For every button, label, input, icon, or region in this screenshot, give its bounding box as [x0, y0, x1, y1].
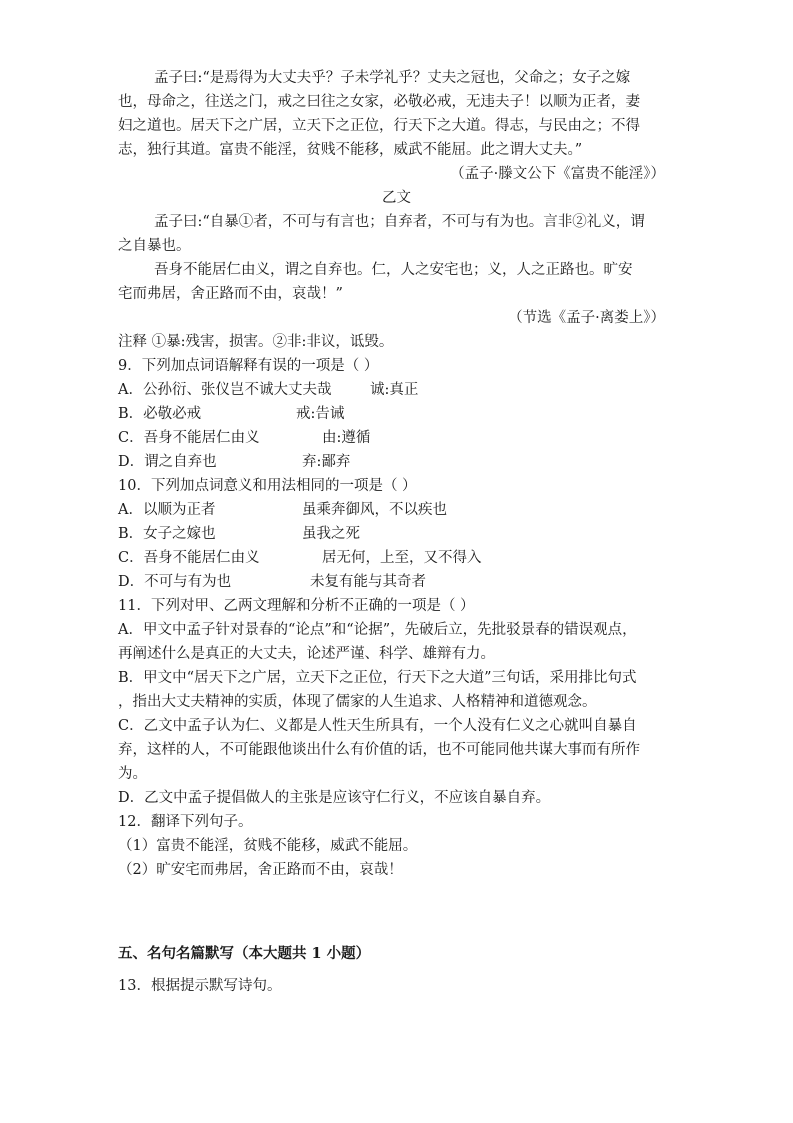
question-12-sentence-1: （1）富贵不能淫，贫贱不能移，威武不能屈。	[118, 838, 418, 854]
question-9-option-c-gloss: 由:遵循	[322, 430, 371, 446]
question-10-option-d: D．不可与有为也	[118, 574, 232, 590]
question-9-option-b-gloss: 戒:告诫	[296, 406, 345, 422]
passage-jia-source: （孟子·滕文公下《富贵不能淫》）	[450, 166, 665, 182]
question-12-stem: 12．翻译下列句子。	[118, 814, 253, 830]
passage-jia-line-4: 志，独行其道。富贵不能淫，贫贱不能移，威武不能屈。此之谓大丈夫。”	[118, 142, 583, 158]
passage-yi-line-2: 之自暴也。	[118, 238, 191, 254]
question-9-option-a: A．公孙衍、张仪岂不诚大丈夫哉	[118, 382, 332, 398]
question-11-option-a-line-2: 再阐述什么是真正的大丈夫，论述严谨、科学、雄辩有力。	[118, 646, 495, 662]
passage-jia-line-1: 孟子曰:“是焉得为大丈夫乎？子未学礼乎？丈夫之冠也，父命之；女子之嫁	[154, 70, 631, 86]
question-9-option-c: C．吾身不能居仁由义	[118, 430, 260, 446]
question-10-option-b: B．女子之嫁也	[118, 526, 216, 542]
question-11-option-b-line-2: ，指出大丈夫精神的实质，体现了儒家的人生追求、人格精神和道德观念。	[118, 694, 597, 710]
notes: 注释 ①暴:残害，损害。②非:非议，诋毁。	[118, 334, 394, 350]
question-9-stem: 9．下列加点词语解释有误的一项是（ ）	[118, 358, 379, 374]
question-9-option-d: D．谓之自弃也	[118, 454, 217, 470]
question-9-option-a-gloss: 诚:真正	[370, 382, 419, 398]
passage-jia-line-3: 妇之道也。居天下之广居，立天下之正位，行天下之大道。得志，与民由之；不得	[118, 118, 640, 134]
question-10-option-b-compare: 虽我之死	[302, 526, 360, 542]
question-12-sentence-2: （2）旷安宅而弗居，舍正路而不由，哀哉！	[118, 862, 403, 878]
question-13-stem: 13．根据提示默写诗句。	[118, 978, 282, 994]
passage-yi-title: 乙文	[382, 190, 411, 206]
question-11-option-b-line-1: B．甲文中“居天下之广居，立天下之正位，行天下之大道”三句话，采用排比句式	[118, 670, 637, 686]
question-10-option-c-compare: 居无何，上至，又不得入	[322, 550, 482, 566]
passage-yi-line-4: 宅而弗居，舍正路而不由，哀哉！”	[118, 286, 343, 302]
question-9-option-b: B．必敬必戒	[118, 406, 202, 422]
question-11-option-d: D．乙文中孟子提倡做人的主张是应该守仁行义，不应该自暴自弃。	[118, 790, 551, 806]
question-10-option-c: C．吾身不能居仁由义	[118, 550, 260, 566]
passage-yi-line-1: 孟子曰:“自暴①者，不可与有言也；自弃者，不可与有为也。言非②礼义，谓	[154, 214, 645, 230]
section-5-heading: 五、名句名篇默写（本大题共 1 小题）	[118, 945, 371, 962]
question-11-option-a-line-1: A．甲文中孟子针对景春的“论点”和“论据”，先破后立，先批驳景春的错误观点，	[118, 622, 637, 638]
passage-jia-line-2: 也，母命之，往送之门，戒之曰往之女家，必敬必戒，无违夫子！以顺为正者，妻	[118, 94, 640, 110]
question-10-option-d-compare: 未复有能与其奇者	[310, 574, 426, 590]
question-9-option-d-gloss: 弃:鄙弃	[302, 454, 351, 470]
passage-yi-line-3: 吾身不能居仁由义，谓之自弃也。仁，人之安宅也；义，人之正路也。旷安	[154, 262, 633, 278]
question-10-option-a: A．以顺为正者	[118, 502, 216, 518]
question-10-stem: 10．下列加点词意义和用法相同的一项是（ ）	[118, 478, 417, 494]
question-11-stem: 11．下列对甲、乙两文理解和分析不正确的一项是（ ）	[118, 598, 475, 614]
question-11-option-c-line-1: C．乙文中孟子认为仁、义都是人性天生所具有，一个人没有仁义之心就叫自暴自	[118, 718, 637, 734]
passage-yi-source: （节选《孟子·离娄上》）	[508, 310, 665, 326]
question-11-option-c-line-3: 为。	[118, 766, 147, 782]
question-10-option-a-compare: 虽乘奔御风，不以疾也	[302, 502, 447, 518]
question-11-option-c-line-2: 弃，这样的人，不可能跟他谈出什么有价值的话，也不可能同他共谋大事而有所作	[118, 742, 640, 758]
